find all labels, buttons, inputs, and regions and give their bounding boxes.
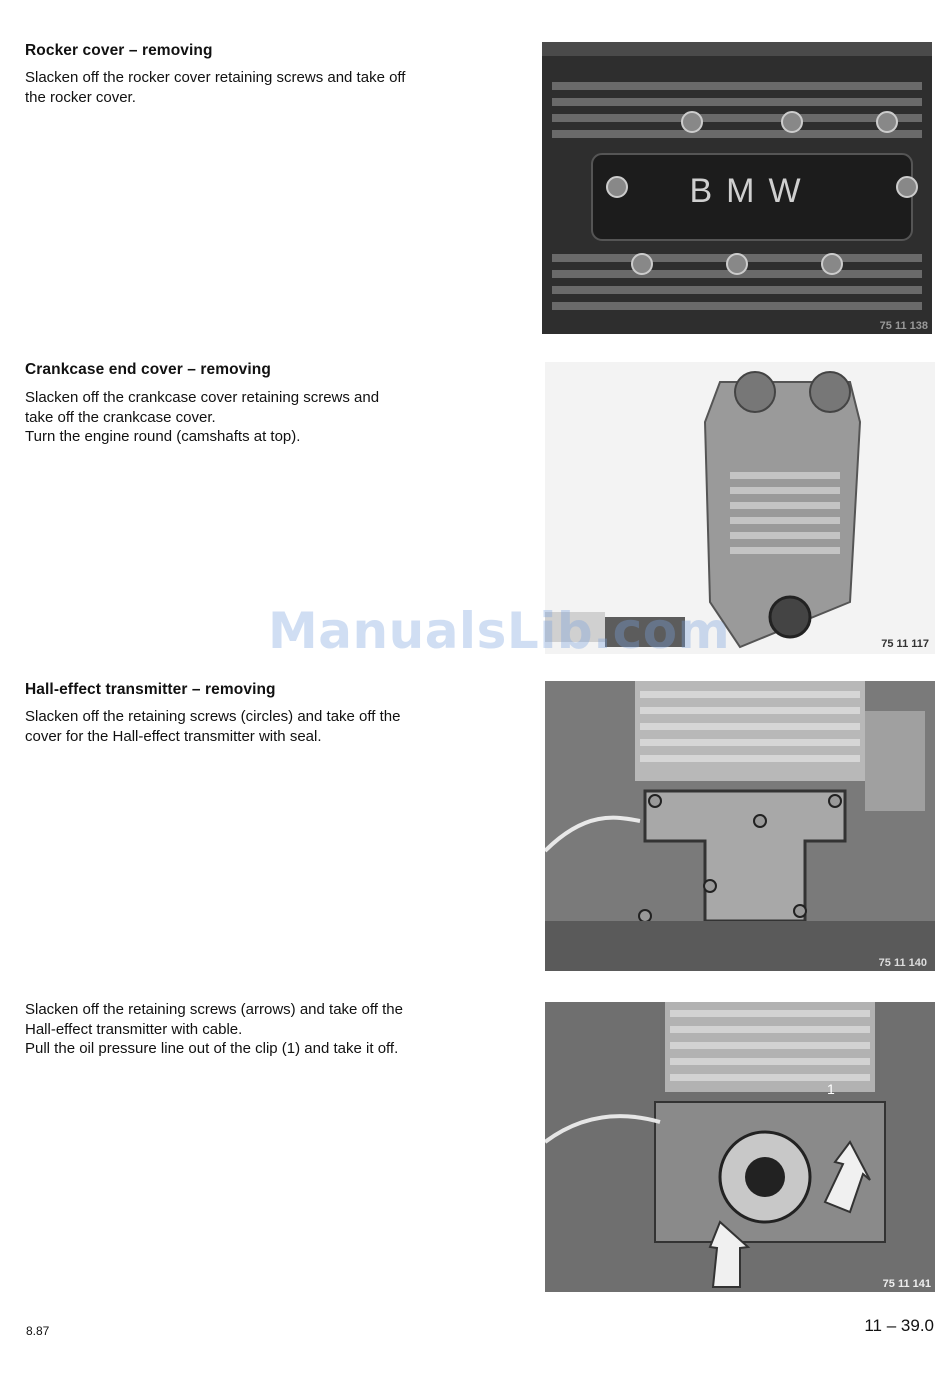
photo-hall-effect-cover xyxy=(545,681,935,971)
footer-date: 8.87 xyxy=(26,1324,50,1338)
photo-id-label: 75 11 117 xyxy=(881,638,929,650)
section-title-crankcase-cover: Crankcase end cover – removing xyxy=(25,361,271,378)
page-number: 11 – 39.0 xyxy=(864,1316,934,1335)
text-line: cover for the Hall-effect transmitter with seal. xyxy=(25,727,322,745)
photo-id-label: 75 11 141 xyxy=(882,1278,931,1290)
section-text-hall-effect xyxy=(25,707,475,746)
photo-id-label: 75 11 140 xyxy=(878,957,927,969)
text-line: take off the crankcase cover. xyxy=(25,408,216,426)
section-title-rocker-cover: Rocker cover – removing xyxy=(25,42,213,59)
section-text-rocker-cover xyxy=(25,68,475,107)
photo-hall-transmitter xyxy=(545,1002,935,1292)
text-line: the rocker cover. xyxy=(25,88,136,106)
text-line: Slacken off the retaining screws (arrows) and take off the xyxy=(25,1001,403,1018)
text-line: Turn the engine round (camshafts at top). xyxy=(25,428,301,445)
text-line: Slacken off the retaining screws (circles) and take off the xyxy=(25,708,401,725)
text-line: Pull the oil pressure line out of the clip (1) and take it off. xyxy=(25,1040,399,1057)
section-text-crankcase-cover xyxy=(25,388,475,447)
callout-number: 1 xyxy=(827,1081,835,1097)
photo-id-label: 75 11 138 xyxy=(879,320,928,332)
bmw-logo-text: BMW xyxy=(689,172,815,210)
section-title-hall-effect: Hall-effect transmitter – removing xyxy=(25,681,276,698)
photo-rocker-cover xyxy=(542,42,932,334)
watermark: ManualsLib.com xyxy=(268,602,731,660)
text-line: Hall-effect transmitter with cable. xyxy=(25,1020,243,1038)
text-line: Slacken off the crankcase cover retaining screws and xyxy=(25,389,380,406)
section-text-hall-transmitter xyxy=(25,1000,475,1059)
text-line: Slacken off the rocker cover retaining screws and take off xyxy=(25,69,406,86)
